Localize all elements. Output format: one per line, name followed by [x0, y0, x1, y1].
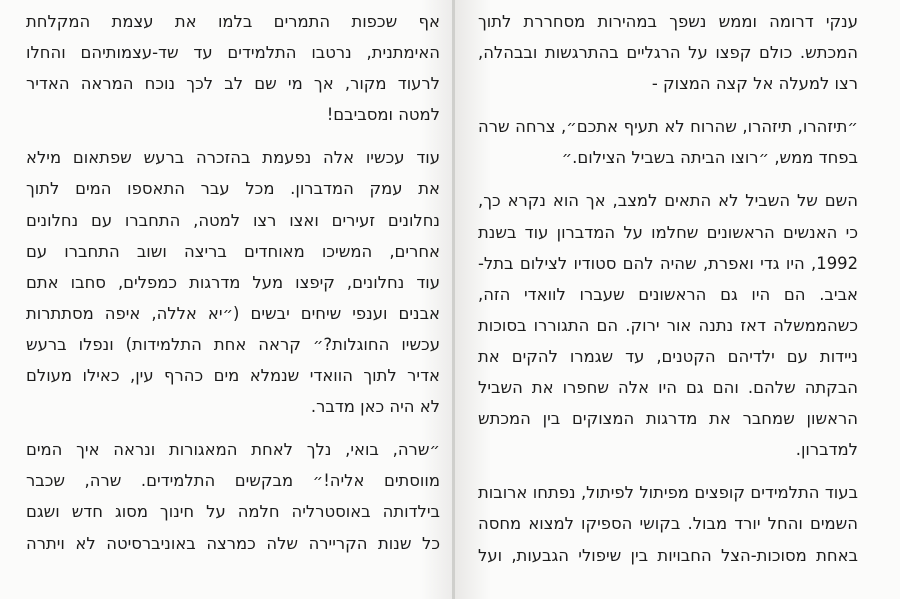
paragraph: [478, 111, 858, 173]
text-line: אדיר לתוך הוואדי שנמלא מים כהרף עין, כאילו מעולם: [26, 366, 440, 386]
text-line: למדברון.: [795, 440, 858, 460]
paragraph: [26, 142, 440, 422]
left-page-text: [26, 6, 440, 571]
text-line: לא היה כאן מדבר.: [310, 397, 440, 417]
text-line: השם של השביל לא התאים למצב, אך הוא נקרא כך,: [478, 191, 858, 211]
text-line: כל שנות הקריירה שלה כמרצה באוניברסיטה לא ויתרה: [26, 533, 440, 553]
text-line: אחרים, המשיכו מאוחדים בריצה ושוב התחברו עם: [26, 241, 440, 261]
text-line: השמים והחל יורד מבול. בקושי הספיקו למצוא מחסה: [478, 514, 858, 534]
text-line: עכשיו החוגלות?״ קראה אחת התלמידות) ונפלו ברעש: [26, 334, 440, 354]
text-line: בילדותה באוסטרליה חלמה על חינוך מסוג חדש ושגם: [26, 502, 440, 522]
text-line: 1992, היו גדי ואפרת, שהיה להם סטודיו לצילום בתל-: [478, 253, 858, 273]
text-line: את עמק המדברון. מכל עבר התאספו המים לתוך: [26, 179, 440, 199]
text-line: ״תיזהרו, תיזהרו, שהרוח לא תעיף אתכם״, צרחה שרה: [478, 117, 858, 137]
text-line: ״שרה, בואי, נלך לאחת המאגורות ונראה איך המים: [26, 440, 440, 460]
text-line: ניידות עם ילדיהם הקטנים, עד שגמרו להקים את: [478, 346, 858, 366]
text-line: אבנים וענפי שיחים יבשים (״יא אללה, איפה מסתתרות: [26, 303, 440, 323]
paragraph: [478, 185, 858, 465]
text-line: לרעוד מקור, אך מי שם לב לכך נוכח המראה האדיר: [26, 74, 440, 94]
text-line: הבקתה שלהם. והם גם היו אלה שחפרו את השביל: [478, 378, 858, 398]
text-line: רצו למעלה אל קצה המצוק -: [651, 74, 858, 94]
text-line: בפחד ממש, ״רוצו הביתה בשביל הצילום.״: [561, 148, 858, 168]
paragraph: [26, 434, 440, 558]
right-page: [455, 0, 900, 599]
text-line: עוד עכשיו אלה נפעמת בהזכרה ברעש שפתאום מילא: [26, 148, 440, 168]
text-line: עוד נחלונים, קיפצו מעל מדרגות כמפלים, סחבו אתם: [26, 272, 440, 292]
text-line: כי האנשים הראשונים שחלמו על המדברון עוד בשנת: [478, 222, 858, 242]
paragraph: [478, 6, 858, 99]
text-line: אף שכפות התמרים בלמו את עצמת המקלחת: [26, 12, 440, 31]
text-line: באחת מסוכות-הצל החבויות בין שיפולי הגבעות, ועל: [478, 545, 858, 565]
paragraph: [26, 6, 440, 130]
right-page-text: [478, 6, 858, 583]
text-line: מווסתים אליה!״ מבקשים התלמידים. שרה, שכבר: [26, 471, 440, 491]
text-line: בעוד התלמידים קופצים מפיתול לפיתול, נפתחו ארובות: [478, 483, 858, 503]
text-line: נחלונים זעירים ואצו רצו למטה, התחברו עם נחלונים: [26, 210, 440, 230]
text-line: למטה ומסביבם!: [326, 105, 440, 125]
text-line: המכתש. כולם קפצו על הרגליים בהתרגשות ובבהלה,: [478, 43, 858, 63]
text-line: כשהממשלה דאז נתנה אור ירוק. הם התגוררו בסוכות: [478, 315, 858, 335]
paragraph: [478, 477, 858, 570]
text-line: האימתנית, נרטבו התלמידים עד שד-עצמותיהם והחלו: [26, 43, 440, 63]
text-line: אביב. הם היו גם הראשונים שעברו לוואדי הזה,: [478, 284, 858, 304]
text-line: ענקי דרומה וממש נשפך במהירות מסחררת לתוך: [478, 12, 858, 31]
text-line: הראשון שמחבר את מדרגות המצוקים בין המכתש: [478, 409, 858, 429]
